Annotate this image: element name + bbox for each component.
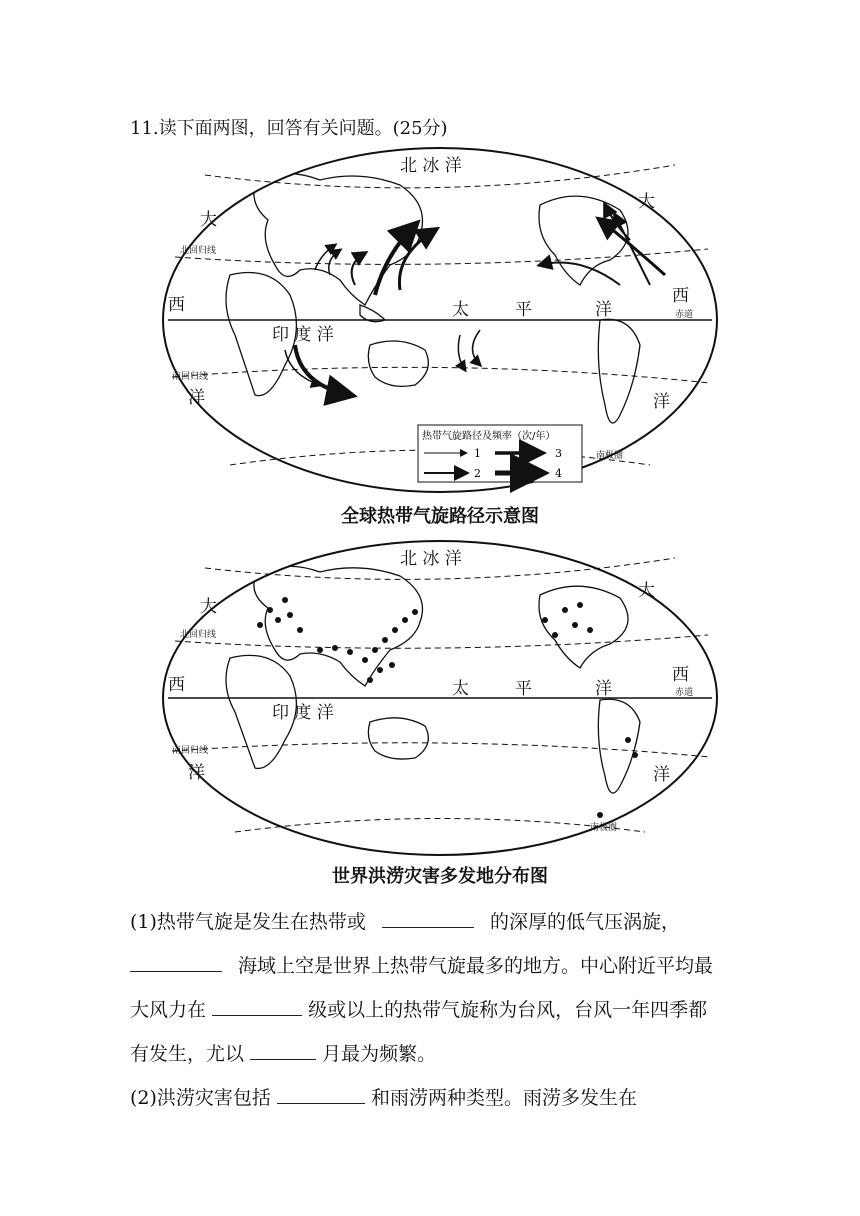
q1-line-2	[130, 950, 713, 978]
q1-text-1: (1)热带气旋是发生在热带或	[130, 910, 366, 933]
q1-line-4	[130, 1038, 436, 1066]
legend-title: 热带气旋路径及频率（次/年）	[422, 431, 556, 442]
atlantic-yang-left-2: 洋	[188, 763, 205, 783]
q1-text-4: 大风力在	[130, 998, 207, 1021]
atlantic-xi-right-2: 西	[672, 665, 689, 685]
q1-blank-2[interactable]	[130, 950, 222, 972]
legend-item-3: 3	[555, 447, 562, 460]
atlantic-da-right-2: 大	[638, 581, 655, 601]
equator-label: 赤道	[675, 310, 694, 320]
q1-text-5: 级或以上的热带气旋称为台风，台风一年四季都	[308, 998, 708, 1021]
antarctic-circle-label-2: 南极圈	[590, 823, 618, 833]
indian-ocean-label: 印 度 洋	[272, 325, 334, 345]
atlantic-da-left: 大	[200, 210, 217, 230]
north-ocean-label-2: 北 冰 洋	[400, 549, 462, 569]
legend-item-1: 1	[474, 447, 481, 460]
q1-line-3	[130, 994, 707, 1022]
tropic-south-label-2: 南回归线	[172, 746, 209, 756]
tropic-north-label: 北回归线	[180, 246, 217, 256]
pacific-ping-2: 平	[515, 679, 532, 699]
atlantic-xi-left-2: 西	[168, 675, 185, 695]
tropic-north-label-2: 北回归线	[180, 630, 217, 640]
atlantic-yang-left: 洋	[188, 388, 205, 408]
pacific-ping: 平	[515, 300, 532, 320]
question-title: 11.读下面两图，回答有关问题。(25分)	[130, 118, 448, 139]
map2-caption: 世界洪涝灾害多发地分布图	[332, 866, 548, 887]
map1-caption: 全球热带气旋路径示意图	[341, 506, 539, 527]
tropical-cyclone-map	[160, 145, 720, 495]
pacific-yang-2: 洋	[595, 679, 612, 699]
antarctic-circle-label: 南极圈	[596, 451, 624, 461]
legend-item-2: 2	[474, 467, 481, 480]
equator-label-2: 赤道	[675, 688, 694, 698]
pacific-tai-2: 太	[452, 679, 469, 699]
tropic-south-label: 南回归线	[172, 372, 209, 382]
q1-blank-1[interactable]	[382, 906, 474, 928]
indian-ocean-label-2: 印 度 洋	[272, 703, 334, 723]
atlantic-yang-right-2: 洋	[653, 765, 670, 785]
atlantic-xi-right: 西	[672, 286, 689, 306]
q1-text-7: 月最为频繁。	[322, 1042, 437, 1065]
pacific-yang: 洋	[595, 300, 612, 320]
atlantic-da-right: 大	[638, 192, 655, 212]
q1-blank-4[interactable]	[250, 1038, 316, 1060]
legend-item-4: 4	[555, 467, 562, 480]
atlantic-da-left-2: 大	[200, 597, 217, 617]
atlantic-xi-left: 西	[168, 295, 185, 315]
pacific-tai: 太	[452, 300, 469, 320]
q2-blank-1[interactable]	[277, 1082, 365, 1104]
q1-text-3: 海域上空是世界上热带气旋最多的地方。中心附近平均最	[238, 954, 714, 977]
q1-text-6: 有发生，尤以	[130, 1042, 245, 1065]
q1-blank-3[interactable]	[212, 994, 302, 1016]
q2-text-1: (2)洪涝灾害包括	[130, 1086, 271, 1109]
q2-text-2: 和雨涝两种类型。雨涝多发生在	[371, 1086, 638, 1109]
north-ocean-label: 北 冰 洋	[400, 156, 462, 176]
q2-line-1	[130, 1082, 637, 1110]
flood-disaster-map	[160, 540, 720, 860]
q1-line-1	[130, 906, 680, 934]
cyclone-legend	[418, 425, 582, 482]
q1-text-2: 的深厚的低气压涡旋，	[490, 910, 681, 933]
atlantic-yang-right: 洋	[653, 392, 670, 412]
